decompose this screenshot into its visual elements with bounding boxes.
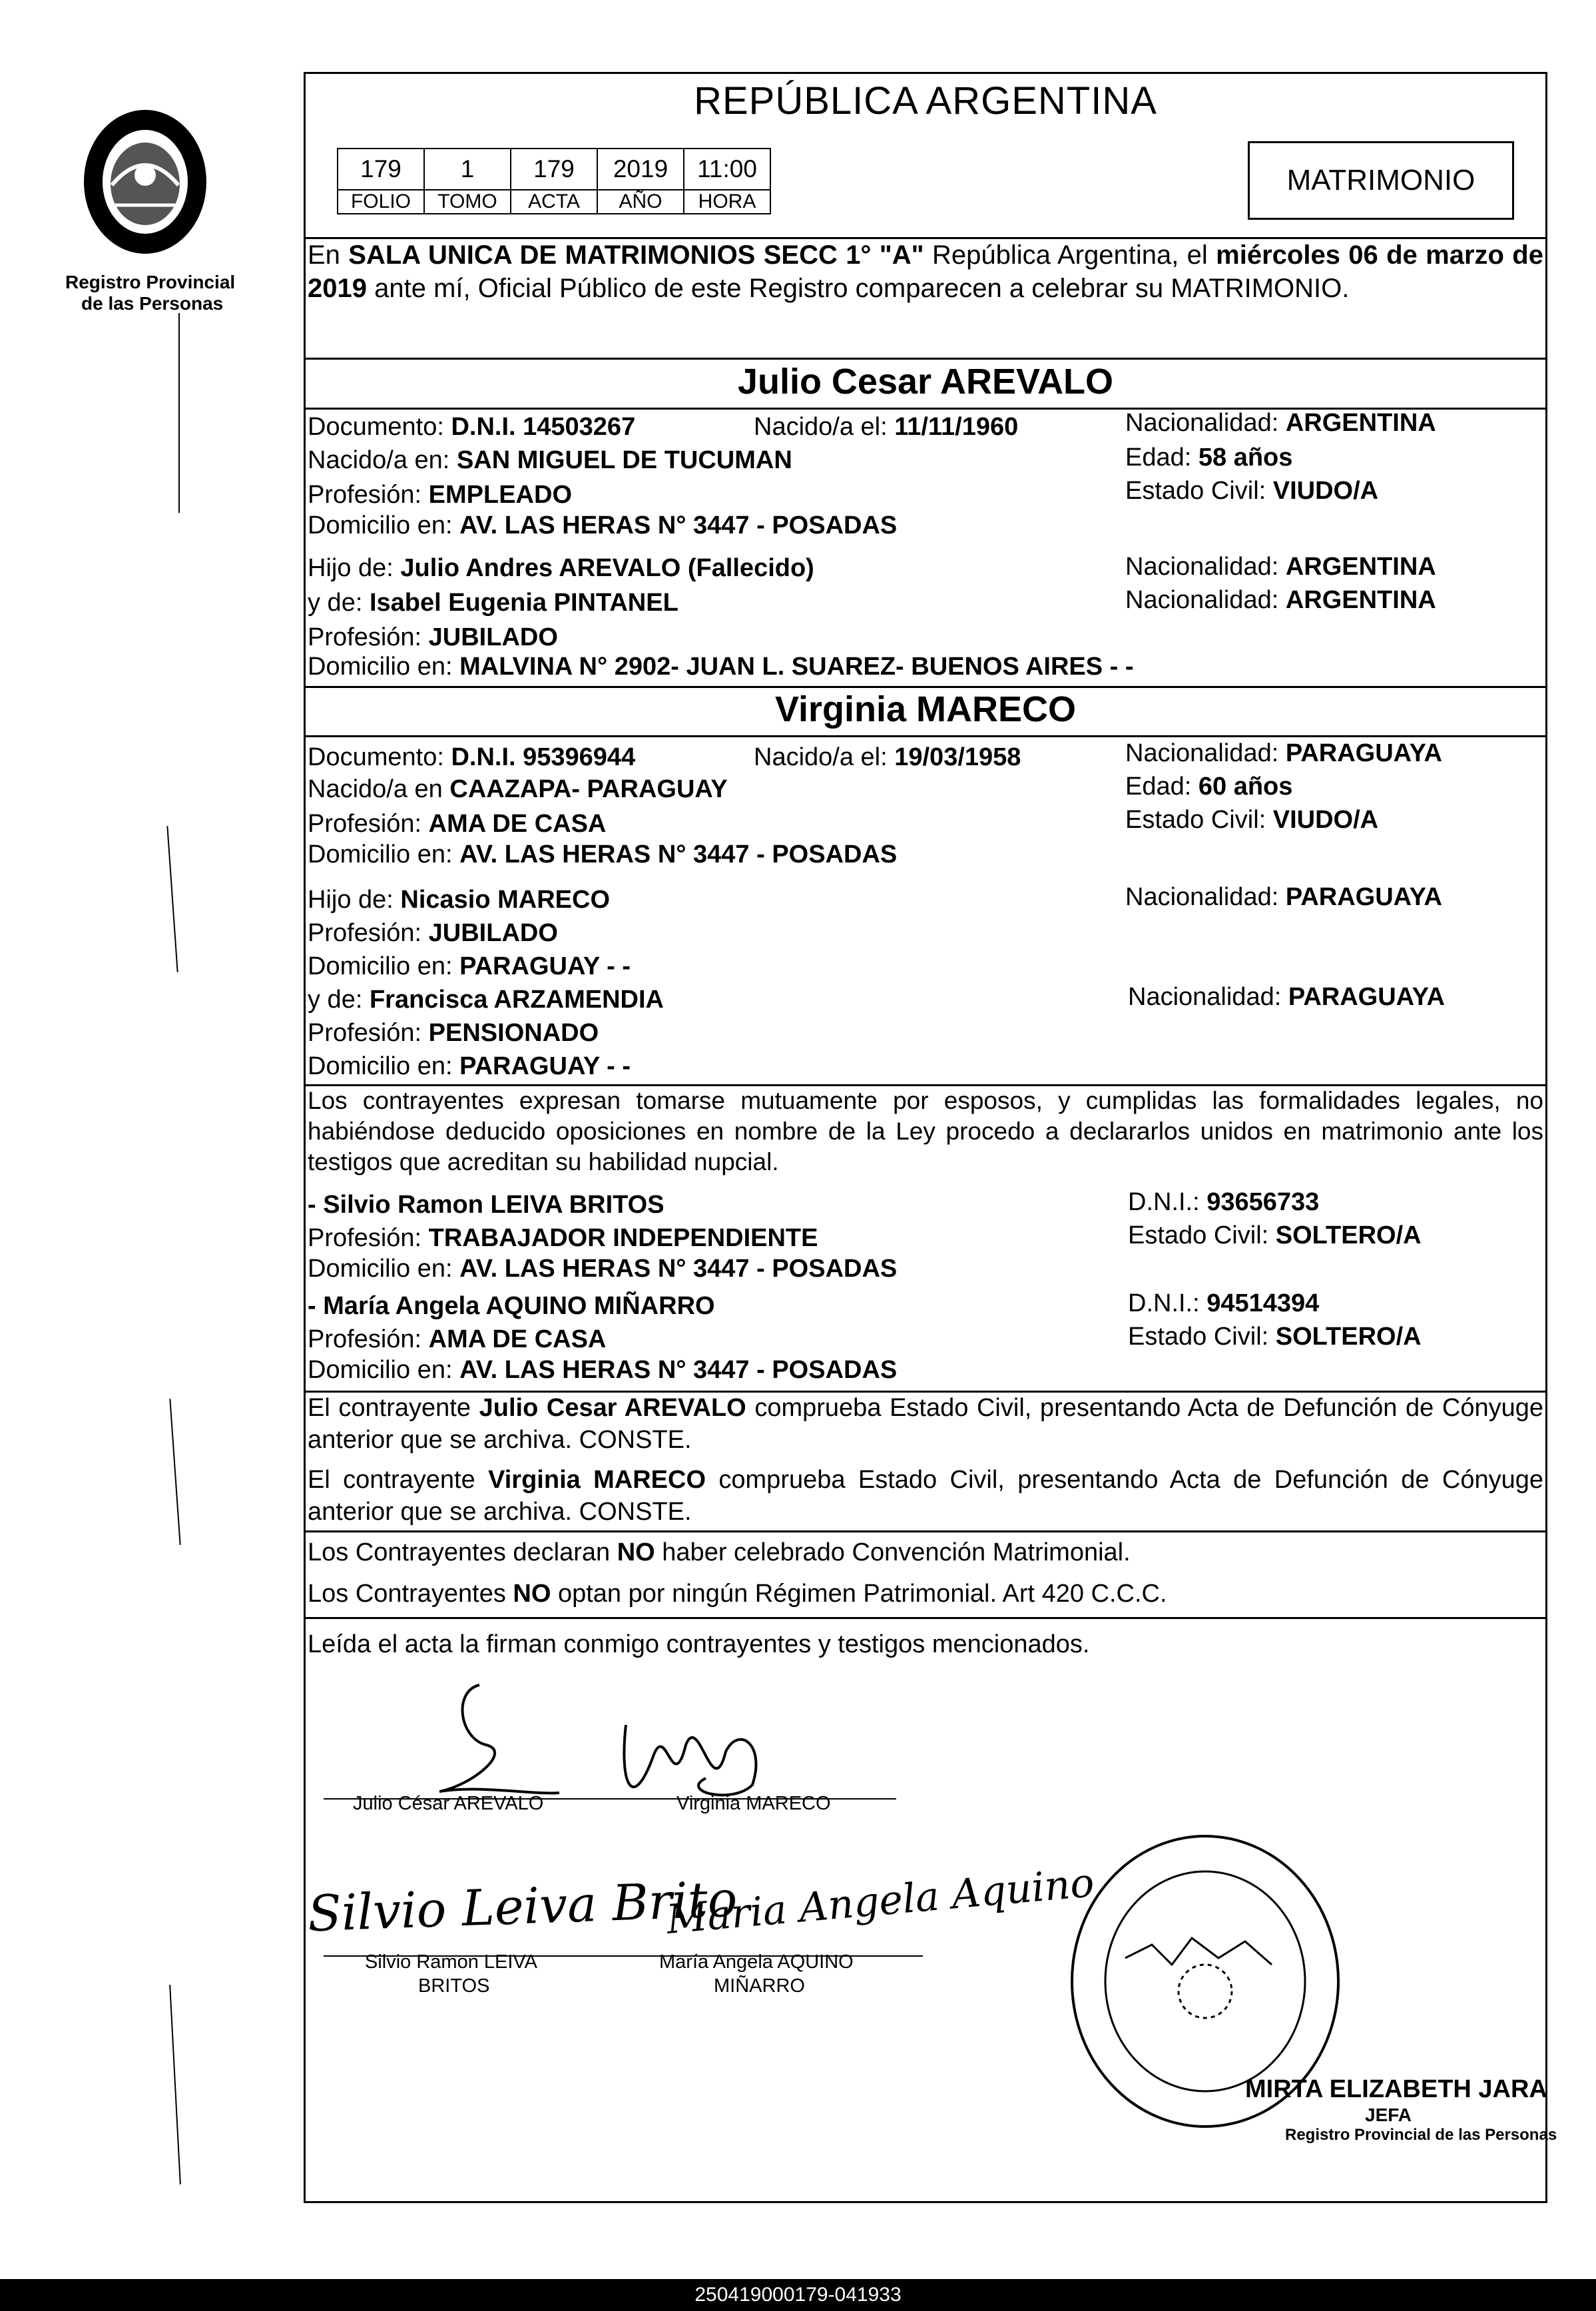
acta-value: 179 <box>511 149 597 190</box>
margin-line <box>169 1399 180 1545</box>
witness-1-name: - Silvio Ramon LEIVA BRITOS <box>308 1191 665 1219</box>
bride-father-profession: Profesión: JUBILADO <box>308 919 558 947</box>
margin-line <box>169 1985 181 2184</box>
hora-value: 11:00 <box>684 149 770 190</box>
civil-status-note-groom: El contrayente Julio Cesar AREVALO comprueba Estado Civil, presentando Acta de Defunción de Cónyuge anterior que se archiva. CONSTE. <box>308 1394 1544 1454</box>
folio-label: FOLIO <box>338 190 424 214</box>
bride-birthplace: Nacido/a en CAAZAPA- PARAGUAY <box>308 775 728 803</box>
officer-role: JEFA <box>1365 2105 1412 2125</box>
groom-mother: y de: Isabel Eugenia PINTANEL <box>308 589 678 617</box>
divider <box>304 686 1547 688</box>
groom-profession: Profesión: EMPLEADO <box>308 481 573 509</box>
witness-2-civil-status: Estado Civil: SOLTERO/A <box>1128 1323 1422 1351</box>
civil-status-note-bride: El contrayente Virginia MARECO comprueba Estado Civil, presentando Acta de Defunción de Cónyuge anterior que se archiva. CONSTE. <box>308 1466 1544 1526</box>
regime-note: Los Contrayentes NO optan por ningún Régimen Patrimonial. Art 420 C.C.C. <box>308 1580 1167 1608</box>
witness-2-dni: D.N.I.: 94514394 <box>1128 1289 1320 1317</box>
logo-caption-2: de las Personas <box>81 293 224 314</box>
witness-2-signature-label-2: MIÑARRO <box>714 1975 805 1997</box>
witness-1-handwritten-signature: Silvio Leiva Brito <box>306 1870 738 1943</box>
witness-1-profession: Profesión: TRABAJADOR INDEPENDIENTE <box>308 1224 818 1252</box>
bride-address: Domicilio en: AV. LAS HERAS N° 3447 - POSADAS <box>308 840 898 868</box>
bride-mother-nationality: Nacionalidad: PARAGUAYA <box>1128 983 1445 1011</box>
bride-father: Hijo de: Nicasio MARECO <box>308 886 611 914</box>
convention-note: Los Contrayentes declaran NO haber celebrado Convención Matrimonial. <box>308 1538 1131 1566</box>
groom-birthdate: Nacido/a el: 11/11/1960 <box>754 413 1019 441</box>
closing-statement: Leída el acta la firman conmigo contrayentes y testigos mencionados. <box>308 1630 1090 1658</box>
witness-2-handwritten-signature: Maria Angela Aquino <box>665 1859 1097 1943</box>
groom-document: Documento: D.N.I. 14503267 <box>308 413 636 441</box>
record-type-box: MATRIMONIO <box>1248 141 1514 220</box>
bride-mother: y de: Francisca ARZAMENDIA <box>308 986 664 1014</box>
officer-name: MIRTA ELIZABETH JARA <box>1245 2075 1547 2103</box>
bride-father-nationality: Nacionalidad: PARAGUAYA <box>1125 883 1442 911</box>
witness-2-name: - María Angela AQUINO MIÑARRO <box>308 1292 715 1320</box>
document-title: REPÚBLICA ARGENTINA <box>694 79 1157 123</box>
bride-signature-label: Virginia MARECO <box>676 1793 831 1814</box>
groom-parents-profession: Profesión: JUBILADO <box>308 623 558 651</box>
groom-father-nationality: Nacionalidad: ARGENTINA <box>1125 553 1436 581</box>
groom-age: Edad: 58 años <box>1125 444 1293 472</box>
groom-civil-status: Estado Civil: VIUDO/A <box>1125 477 1379 505</box>
tomo-label: TOMO <box>424 190 511 214</box>
groom-birthplace: Nacido/a en: SAN MIGUEL DE TUCUMAN <box>308 446 792 474</box>
acta-label: ACTA <box>511 190 597 214</box>
bride-father-address: Domicilio en: PARAGUAY - - <box>308 952 631 980</box>
anio-label: AÑO <box>597 190 684 214</box>
groom-name-heading: Julio Cesar AREVALO <box>737 362 1114 402</box>
margin-line <box>178 313 180 513</box>
logo-caption-1: Registro Provincial <box>65 272 236 292</box>
groom-parents-address: Domicilio en: MALVINA N° 2902- JUAN L. SUAREZ- BUENOS AIRES - - <box>308 653 1134 681</box>
bride-birthdate: Nacido/a el: 19/03/1958 <box>754 743 1021 771</box>
hora-label: HORA <box>684 190 770 214</box>
bride-mother-profession: Profesión: PENSIONADO <box>308 1019 599 1047</box>
groom-signature <box>399 1678 573 1812</box>
divider <box>304 1617 1547 1619</box>
bride-nationality: Nacionalidad: PARAGUAYA <box>1125 739 1442 767</box>
document-barcode-number: 250419000179-041933 <box>0 2279 1596 2311</box>
folio-value: 179 <box>338 149 424 190</box>
bride-mother-address: Domicilio en: PARAGUAY - - <box>308 1052 631 1080</box>
officer-organization: Registro Provincial de las Personas <box>1285 2126 1557 2144</box>
witness-1-civil-status: Estado Civil: SOLTERO/A <box>1128 1221 1422 1249</box>
anio-value: 2019 <box>597 149 684 190</box>
witness-2-signature-label: María Angela AQUINO <box>659 1951 854 1973</box>
witness-1-signature-label: Silvio Ramon LEIVA <box>365 1951 537 1973</box>
record-reference-table <box>337 148 771 214</box>
bride-name-heading: Virginia MARECO <box>774 689 1077 729</box>
divider <box>304 358 1547 360</box>
groom-address: Domicilio en: AV. LAS HERAS N° 3447 - POSADAS <box>308 511 898 539</box>
witness-1-dni: D.N.I.: 93656733 <box>1128 1188 1320 1216</box>
groom-mother-nationality: Nacionalidad: ARGENTINA <box>1125 586 1436 614</box>
tomo-value: 1 <box>424 149 511 190</box>
margin-line <box>166 826 178 972</box>
divider <box>304 1530 1547 1532</box>
divider <box>304 735 1547 737</box>
province-seal-logo <box>79 105 212 258</box>
bride-age: Edad: 60 años <box>1125 773 1293 801</box>
witness-2-profession: Profesión: AMA DE CASA <box>308 1325 607 1353</box>
witness-2-address: Domicilio en: AV. LAS HERAS N° 3447 - POSADAS <box>308 1356 898 1384</box>
bride-profession: Profesión: AMA DE CASA <box>308 810 607 838</box>
groom-father: Hijo de: Julio Andres AREVALO (Fallecido) <box>308 554 814 582</box>
witness-1-signature-label-2: BRITOS <box>418 1975 490 1997</box>
bride-civil-status: Estado Civil: VIUDO/A <box>1125 806 1379 834</box>
groom-nationality: Nacionalidad: ARGENTINA <box>1125 409 1436 437</box>
declaration-paragraph: Los contrayentes expresan tomarse mutuamente por esposos, y cumplidas las formalidades legales, no habiéndose deducido oposiciones en nombre de la Ley procedo a declararlos unidos en matrimonio ante los testigos que acreditan su habilidad nupcial. <box>308 1087 1543 1175</box>
groom-signature-label: Julio César AREVALO <box>353 1793 544 1814</box>
intro-paragraph: En SALA UNICA DE MATRIMONIOS SECC 1° "A" República Argentina, el miércoles 06 de marzo de 2019 ante mí, Oficial Público de este Registro comparecen a celebrar su MATRIMONIO. <box>308 240 1543 303</box>
witness-1-address: Domicilio en: AV. LAS HERAS N° 3447 - POSADAS <box>308 1255 898 1283</box>
bride-document: Documento: D.N.I. 95396944 <box>308 743 636 771</box>
